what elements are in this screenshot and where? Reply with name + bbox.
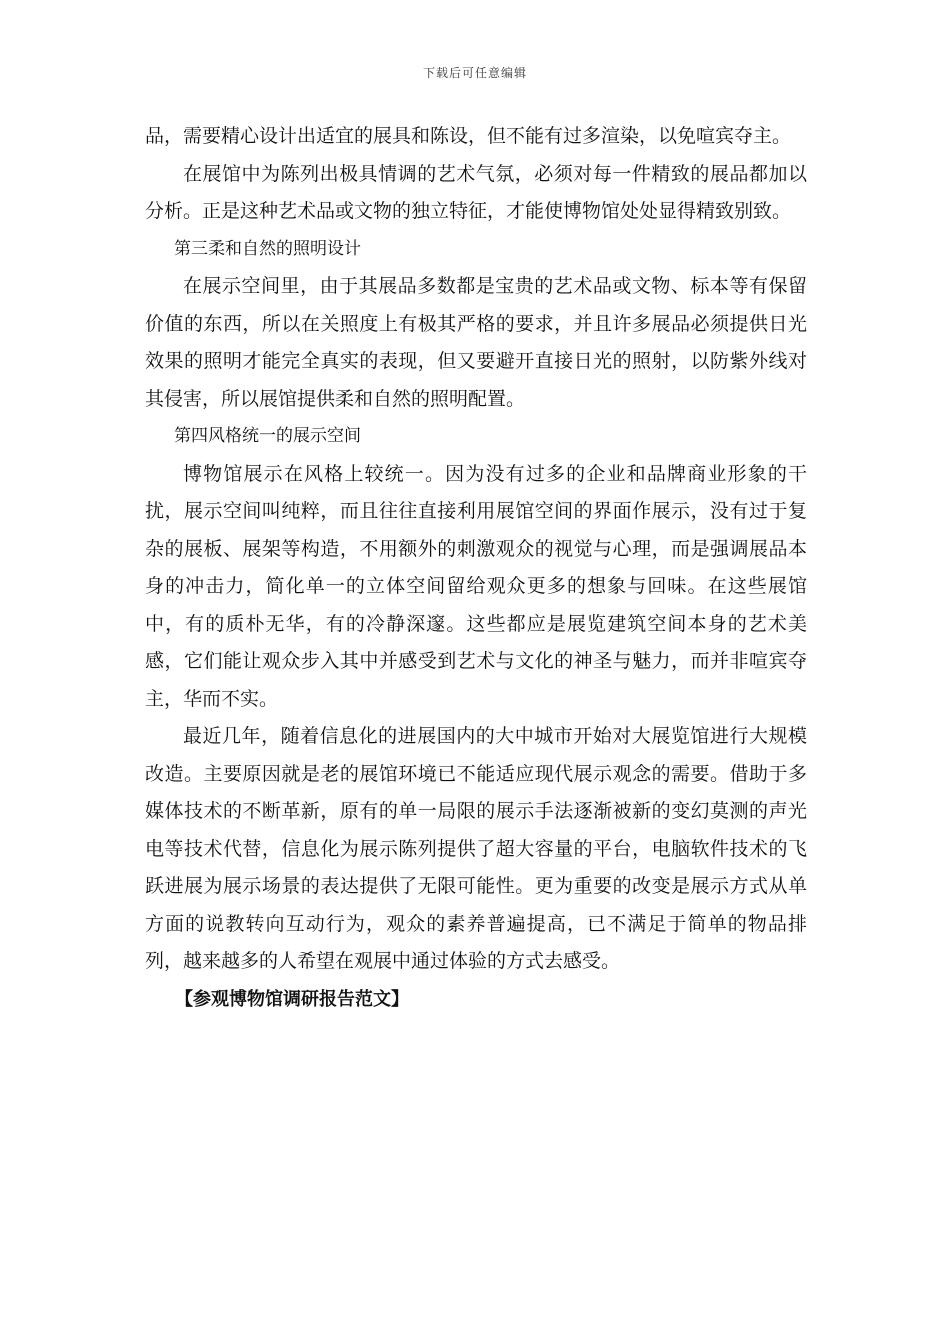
paragraph-unified-style: 博物馆展示在风格上较统一。因为没有过多的企业和品牌商业形象的干扰，展示空间叫纯粹，而且往往直接利用展馆空间的界面作展示，没有过于复杂的展板、展架等构造，不用额外的刺激观众的视觉与心理，而是强调展品本身的冲击力，简化单一的立体空间留给观众更多的想象与回味。在这些展馆中，有的质朴无华，有的冷静深邃。这些都应是展览建筑空间本身的艺术美感，它们能让观众步入其中并感受到艺术与文化的神圣与魅力，而并非喧宾夺主，华而不实。 <box>145 462 807 710</box>
document-title-bracket: 【参观博物馆调研报告范文】 <box>175 988 409 1010</box>
paragraph-continuation: 品，需要精心设计出适宜的展具和陈设，但不能有过多渲染，以免喧宾夺主。 <box>145 125 792 147</box>
paragraph-lighting: 在展示空间里，由于其展品多数都是宝贵的艺术品或文物、标本等有保留价值的东西，所以在关照度上有极其严格的要求，并且许多展品必须提供日光效果的照明才能完全真实的表现，但又要避开直接日光的照射，以防紫外线对其侵害，所以展馆提供柔和自然的照明配置。 <box>145 275 807 410</box>
document-body <box>145 118 807 1018</box>
paragraph-informatization: 最近几年，随着信息化的进展国内的大中城市开始对大展览馆进行大规模改造。主要原因就是老的展馆环境已不能适应现代展示观念的需要。借助于多媒体技术的不断革新，原有的单一局限的展示手法逐渐被新的变幻莫测的声光电等技术代替，信息化为展示陈列提供了超大容量的平台，电脑软件技术的飞跃进展为展示场景的表达提供了无限可能性。更为重要的改变是展示方式从单方面的说教转向互动行为，观众的素养普遍提高，已不满足于简单的物品排列，越来越多的人希望在观展中通过体验的方式去感受。 <box>145 725 807 972</box>
paragraph-art-atmosphere: 在展馆中为陈列出极具情调的艺术气氛，必须对每一件精致的展品都加以分析。正是这种艺术品或文物的独立特征，才能使博物馆处处显得精致别致。 <box>145 162 807 222</box>
section-heading-unified-style: 第四风格统一的展示空间 <box>174 426 361 446</box>
section-heading-lighting: 第三柔和自然的照明设计 <box>174 238 361 259</box>
page-header-note: 下载后可任意编辑 <box>422 66 527 80</box>
